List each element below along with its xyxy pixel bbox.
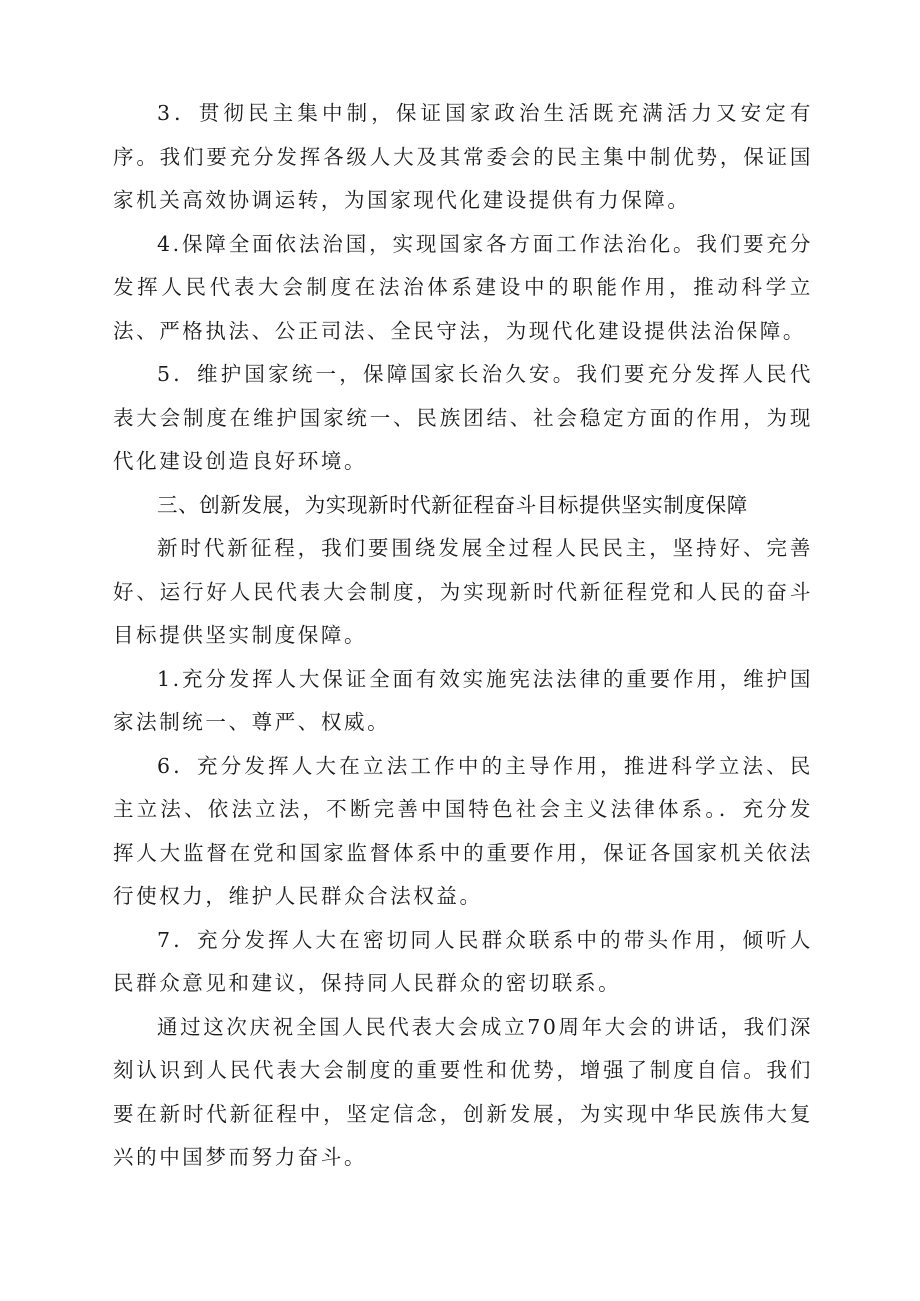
- paragraph-item-4-rule-of-law: 4.保障全面依法治国，实现国家各方面工作法治化。我们要充分发挥人民代表大会制度在法治体系建设中的职能作用，推动科学立法、严格执法、公正司法、全民守法，为现代化建设提供法治保障。: [113, 231, 813, 343]
- document-page: [113, 92, 813, 1180]
- paragraph-conclusion: 通过这次庆祝全国人民代表大会成立70周年大会的讲话，我们深刻认识到人民代表大会制度的重要性和优势，增强了制度自信。我们要在新时代新征程中，坚定信念，创新发展，为实现中华民族伟大复兴的中国梦而努力奋斗。: [113, 1014, 813, 1169]
- section-heading-three: 三、创新发展，为实现新时代新征程奋斗目标提供坚实制度保障: [157, 492, 748, 517]
- paragraph-item-5-national-unity: 5．维护国家统一，保障国家长治久安。我们要充分发挥人民代表大会制度在维护国家统一、民族团结、社会稳定方面的作用，为现代化建设创造良好环境。: [113, 362, 813, 473]
- paragraph-item-6-legislation: 6．充分发挥人大在立法工作中的主导作用，推进科学立法、民主立法、依法立法，不断完善中国特色社会主义法律体系。．充分发挥人大监督在党和国家监督体系中的重要作用，保证各国家机关依法行使权力，维护人民群众合法权益。: [113, 753, 813, 908]
- paragraph-section-intro: 新时代新征程，我们要围绕发展全过程人民民主，坚持好、完善好、运行好人民代表大会制度，为实现新时代新征程党和人民的奋斗目标提供坚实制度保障。: [113, 536, 813, 647]
- paragraph-item-3-democratic-centralism: 3．贯彻民主集中制，保证国家政治生活既充满活力又安定有序。我们要充分发挥各级人大及其常委会的民主集中制优势，保证国家机关高效协调运转，为国家现代化建设提供有力保障。: [113, 101, 813, 212]
- paragraph-item-7-people-connection: 7．充分发挥人大在密切同人民群众联系中的带头作用，倾听人民群众意见和建议，保持同人民群众的密切联系。: [113, 927, 813, 995]
- paragraph-item-1-constitution: 1.充分发挥人大保证全面有效实施宪法法律的重要作用，维护国家法制统一、尊严、权威。: [113, 666, 813, 734]
